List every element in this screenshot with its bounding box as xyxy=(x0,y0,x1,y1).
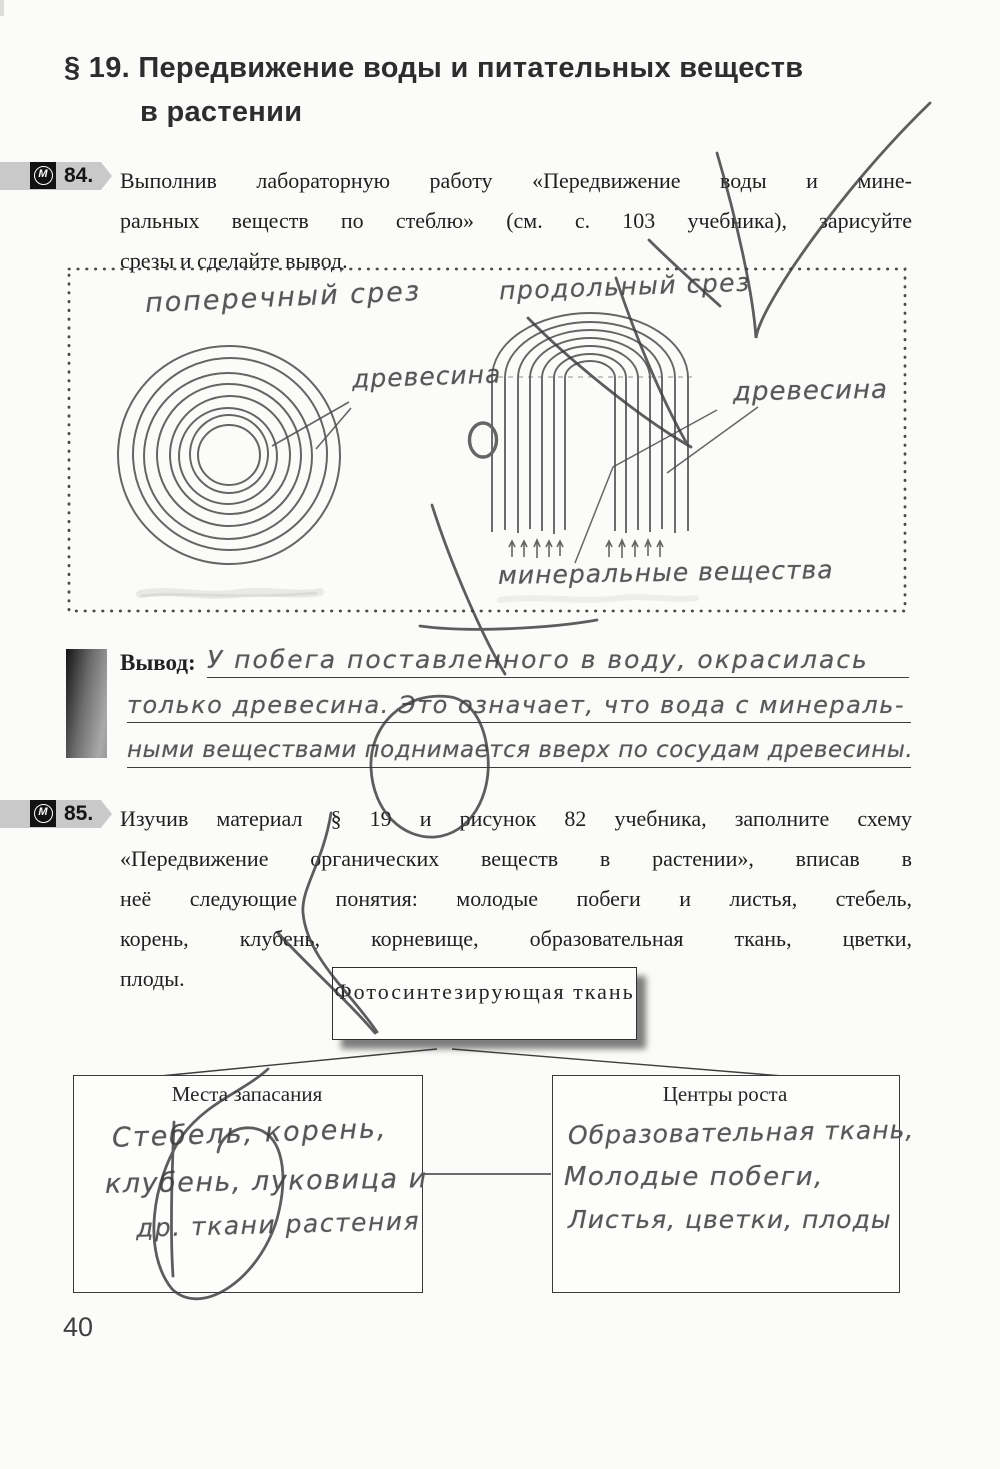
longitudinal-section-drawing xyxy=(470,313,693,534)
task-85-text-line: неё следующие понятия: молодые побеги и листья, стебель, xyxy=(120,886,912,911)
page-title-line2: в растении xyxy=(140,96,303,128)
m-letter-icon: М xyxy=(34,804,53,823)
handwritten-storage-line: др. ткани растения xyxy=(135,1206,421,1243)
label-mineral-substances: минеральные вещества xyxy=(497,555,834,590)
wood-pointer-lines-right xyxy=(575,407,758,563)
task-84-text-line: срезы и сделайте вывод. xyxy=(120,248,348,273)
task-84-band xyxy=(0,162,112,190)
task-84-text-line: Выполнив лабораторную работу «Передвижение воды и мине- xyxy=(120,168,912,193)
page-title: § 19. Передвижение воды и питательных веществ xyxy=(64,52,804,84)
schema-right-box-title: Центры роста xyxy=(662,1082,788,1106)
task-84-text-line: ральных веществ по стеблю» (см. с. 103 учебника), зарисуйте xyxy=(120,208,912,233)
answer-line[interactable] xyxy=(127,689,911,723)
erased-pencil-marks xyxy=(140,592,696,600)
task-84-number: 84. xyxy=(64,164,94,187)
handwritten-conclusion-line: только древесина. Это означает, что вода с минераль- xyxy=(127,691,905,719)
handwritten-growth-line: Молодые побеги, xyxy=(564,1162,824,1192)
answer-line[interactable] xyxy=(127,734,914,768)
task-85-text-line: «Передвижение органических веществ в растении», вписав в xyxy=(120,846,912,871)
task-85-band xyxy=(0,800,112,828)
handwritten-growth-line: Образовательная ткань, xyxy=(567,1114,915,1151)
cross-section-rings-drawing xyxy=(112,340,345,569)
handwritten-growth-line: Листья, цветки, плоды xyxy=(568,1205,892,1234)
scan-edge-mark xyxy=(0,0,4,16)
handwritten-storage-line: клубень, луковица и xyxy=(104,1163,428,1200)
label-wood-left: древесина xyxy=(351,359,502,394)
handwritten-conclusion-line: ными веществами поднимается вверх по сосудам древесины. xyxy=(127,737,914,763)
task-85-text-line: плоды. xyxy=(120,966,185,991)
task-85-text-line: Изучив материал § 19 и рисунок 82 учебника, заполните схему xyxy=(120,806,912,831)
schema-left-box-title: Места запасания xyxy=(171,1082,323,1106)
methodic-badge-84 xyxy=(30,162,56,189)
task-85-text-line: корень, клубень, корневище, образовательная ткань, цветки, xyxy=(120,926,912,951)
caption-longitudinal-section: продольный срез xyxy=(498,267,752,306)
handwritten-conclusion-line: У побега поставленного в воду, окрасилась xyxy=(207,645,869,674)
mineral-arrows xyxy=(509,540,663,558)
methodic-badge-85 xyxy=(30,800,56,827)
wood-pointer-lines-left xyxy=(272,402,351,449)
conclusion-sidebar xyxy=(66,649,107,758)
page-number: 40 xyxy=(63,1312,94,1342)
caption-cross-section: поперечный срез xyxy=(144,275,422,320)
schema-top-box: Фотосинтезирующая ткань xyxy=(332,967,637,1040)
m-letter-icon: М xyxy=(34,166,53,185)
task-85-number: 85. xyxy=(64,802,94,825)
conclusion-label: Вывод: xyxy=(120,650,196,675)
handwritten-storage-line: Стебель, корень, xyxy=(111,1113,388,1154)
label-wood-right: древесина xyxy=(732,374,889,408)
answer-line[interactable] xyxy=(207,644,909,678)
